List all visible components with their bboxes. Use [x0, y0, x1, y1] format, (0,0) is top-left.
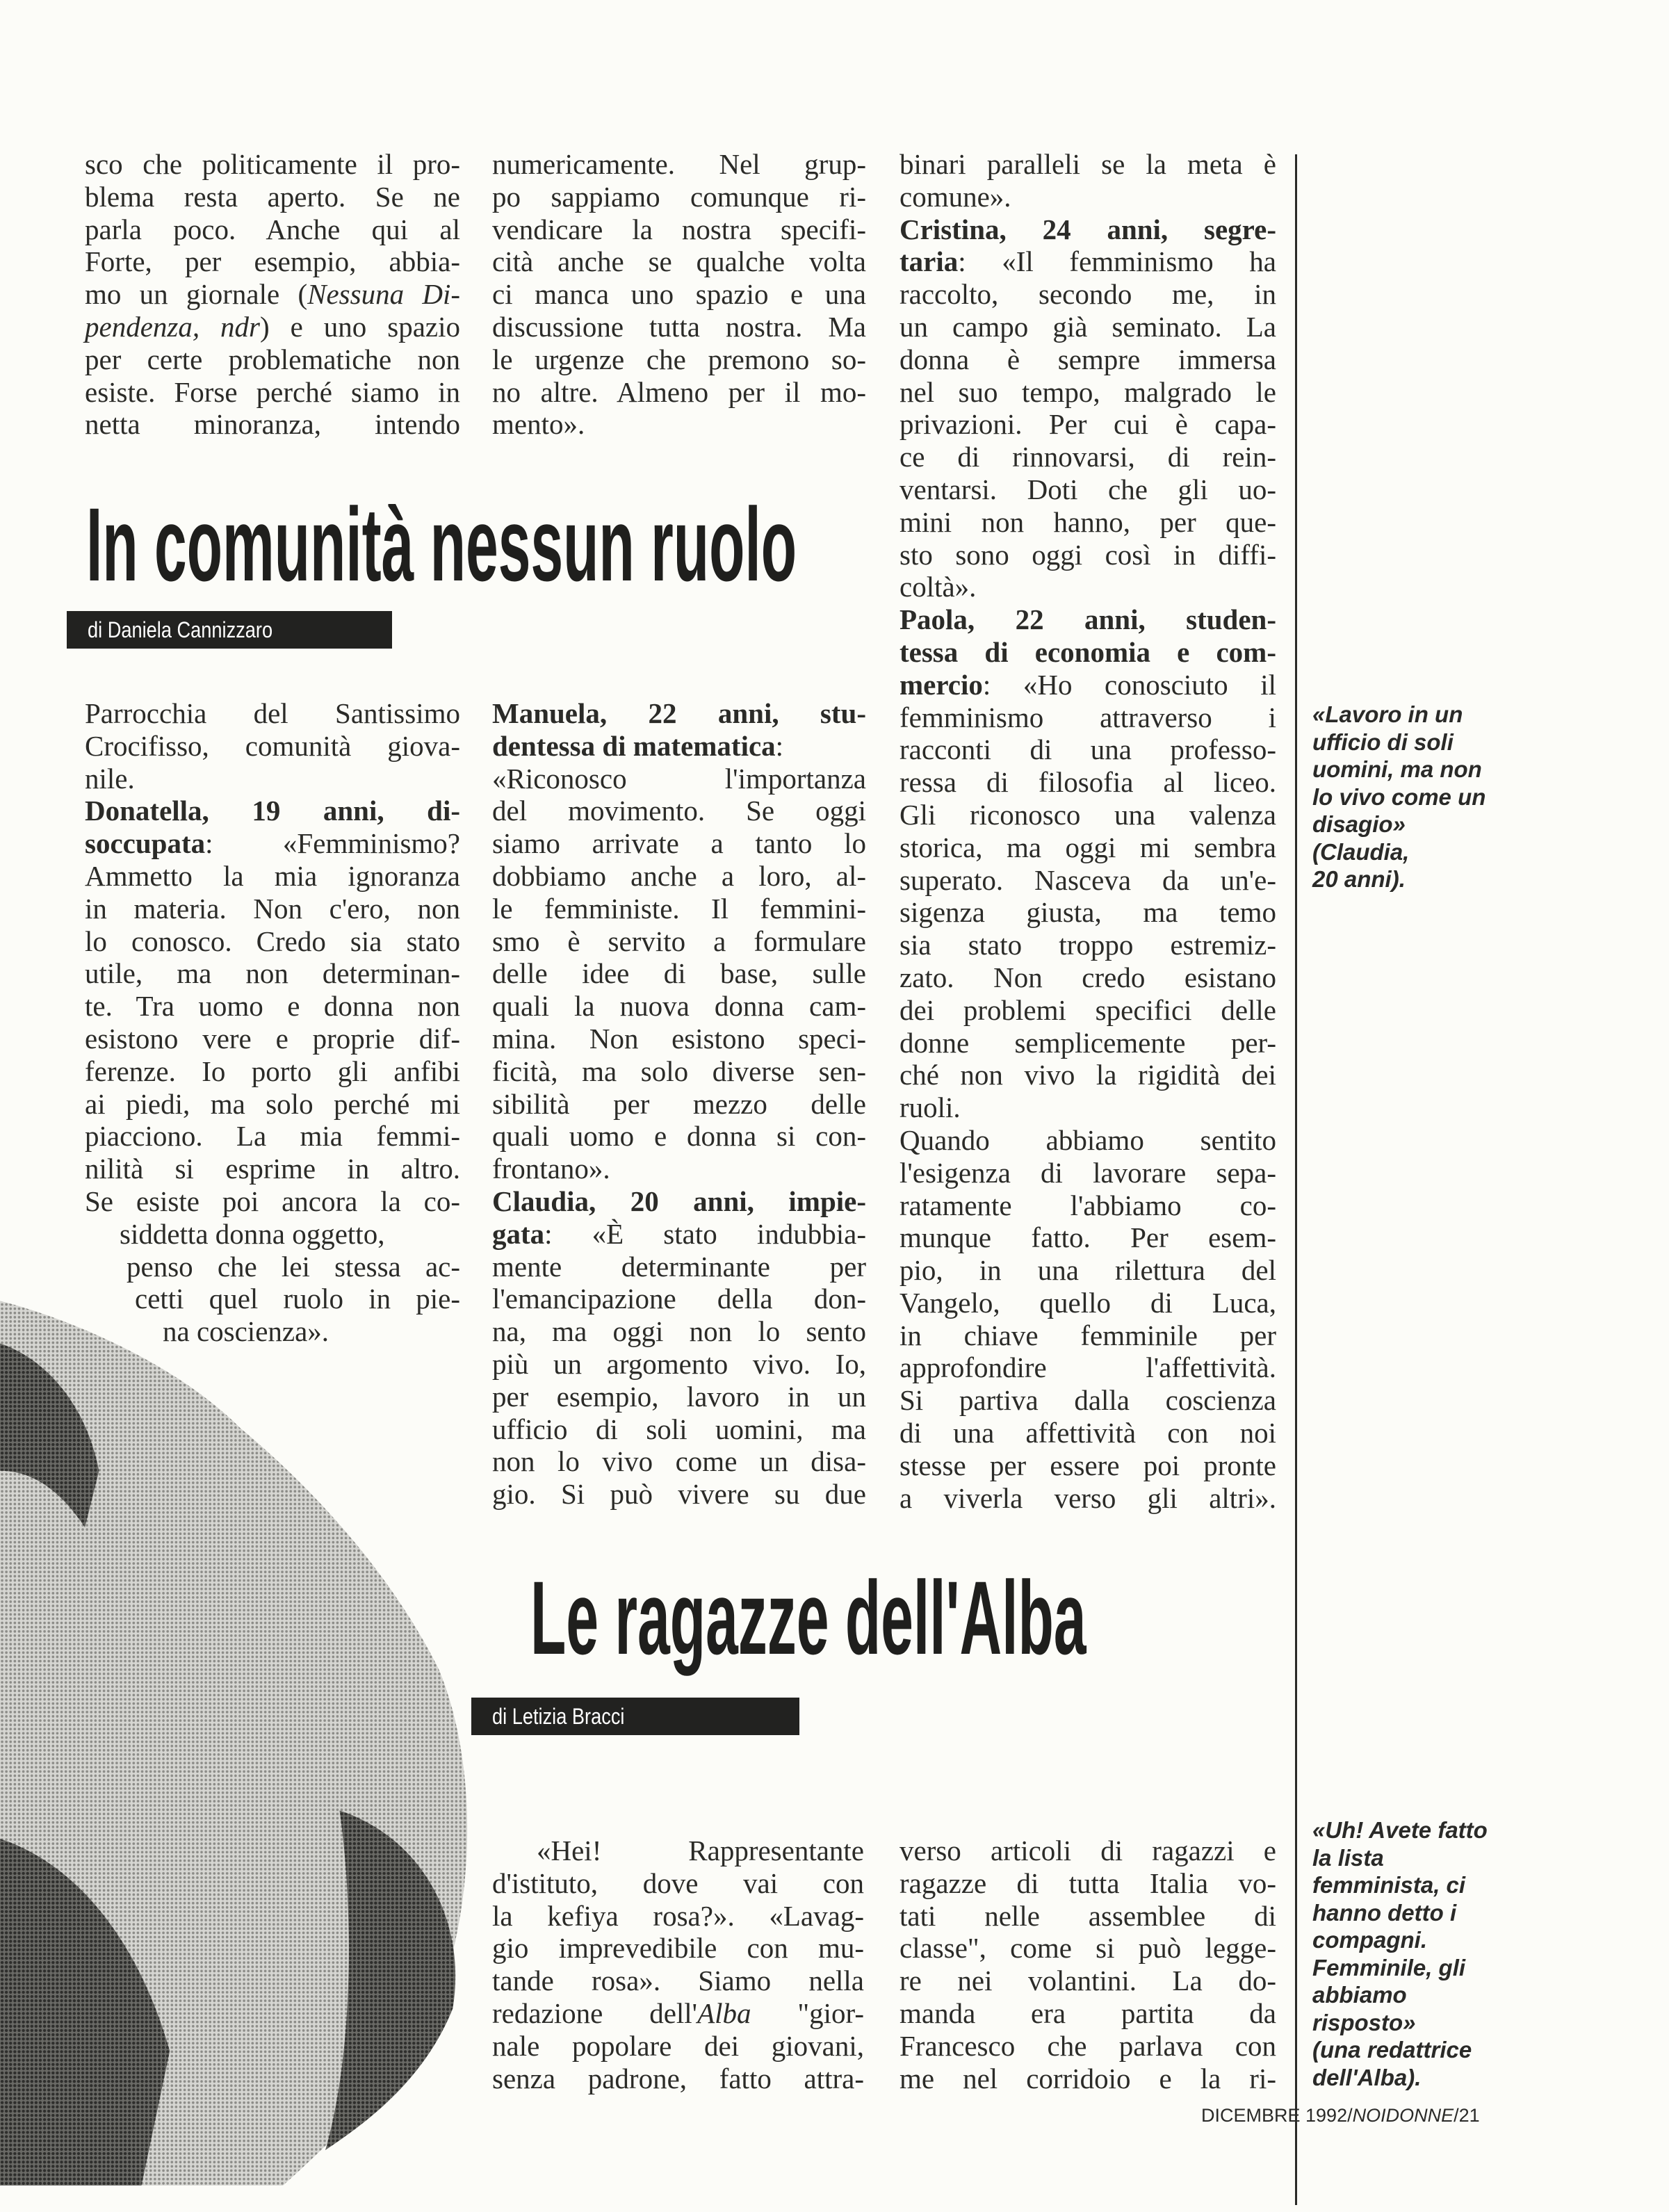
page-footer [1201, 2105, 1480, 2126]
text-line: ratamente l'abbiamo co- [899, 1189, 1276, 1221]
text-line: munque fatto. Per esem- [899, 1221, 1276, 1254]
italic-title: Alba [697, 1997, 751, 2029]
text-line: quali la nuova donna cam- [492, 990, 866, 1023]
text-line: dei problemi specifici delle [899, 993, 1276, 1026]
text-line: ferenze. Io porto gli anfibi [85, 1055, 460, 1087]
text-line: esistono vere e proprie dif- [85, 1022, 460, 1055]
article2-byline [471, 1698, 799, 1735]
text-line [85, 827, 460, 860]
text-line: le urgenze che premono so- [492, 343, 866, 375]
text-line: quali uomo e donna si con- [492, 1120, 866, 1153]
article1-mid-col1 [85, 697, 460, 1348]
text-line: l'esigenza di lavorare sepa- [899, 1156, 1276, 1189]
text-run: : «Ho conosciuto il [982, 668, 1276, 701]
footer-date: DICEMBRE 1992/ [1201, 2105, 1353, 2126]
text-line: na, ma oggi non lo sento [492, 1315, 866, 1348]
text-line: Gli riconosco una valenza [899, 798, 1276, 831]
text-line [85, 1315, 460, 1348]
text-line: po sappiamo comunque ri- [492, 180, 866, 213]
text-line: no altre. Almeno per il mo- [492, 375, 866, 408]
text-line: ventarsi. Doti che gli uo- [899, 473, 1276, 505]
text-line: in chiave femminile per [899, 1319, 1276, 1351]
speaker-name: taria [899, 245, 959, 278]
article1-col3 [899, 148, 1276, 1514]
quote-line: lo vivo come un [1312, 783, 1486, 810]
text-line: ai piedi, ma solo perché mi [85, 1087, 460, 1120]
text-run: : [775, 729, 784, 762]
text-line: Ammetto la mia ignoranza [85, 859, 460, 892]
text-line: tande rosa». Siamo nella [492, 1965, 864, 1997]
text-line: cetti quel ruolo in pie- [135, 1283, 460, 1315]
text-line: utile, ma non determinan- [85, 957, 460, 990]
speaker-name: Cristina, 24 anni, segre- [899, 213, 1276, 245]
quote-line: risposto» [1312, 2009, 1416, 2035]
text-line: un campo già seminato. La [899, 310, 1276, 343]
text-line: «Riconosco l'importanza [492, 762, 866, 795]
quote-line: Femminile, gli [1312, 1954, 1466, 1981]
text-line: ci manca uno spazio e una [492, 278, 866, 311]
text-line: nilità si esprime in altro. [85, 1153, 460, 1185]
text-line: manda era partita da [899, 1997, 1276, 2029]
text-line: classe", come si può legge- [899, 1932, 1276, 1965]
text-line: l'emancipazione della don- [492, 1283, 866, 1315]
text-line [899, 636, 1276, 669]
column-divider-rule [1295, 154, 1297, 2205]
text-line: sto sono oggi così in diffi- [899, 538, 1276, 571]
text-line: ce di rinnovarsi, di rein- [899, 441, 1276, 473]
text-run: nile. [85, 762, 135, 795]
article1-title: In comunità nessun ruolo [86, 486, 797, 603]
quote-line: ufficio di soli [1312, 729, 1454, 755]
text-line: più un argomento vivo. Io, [492, 1347, 866, 1380]
text-line: femminismo attraverso i [899, 701, 1276, 733]
speaker-name: tessa di economia e com- [899, 635, 1276, 668]
quote-line: la lista [1312, 1844, 1384, 1871]
text-line: senza padrone, fatto attra- [492, 2062, 864, 2095]
text-line: re nei volantini. La do- [899, 1965, 1276, 1997]
text-line [85, 1218, 460, 1251]
pull-quote-claudia [1312, 701, 1485, 893]
text-line [899, 669, 1276, 701]
article2-col2 [492, 1835, 864, 2095]
text-line [492, 1218, 866, 1251]
text-line: raccolto, secondo me, in [899, 278, 1276, 311]
text-line: Francesco che parlava con [899, 2029, 1276, 2062]
text-line: le femministe. Il femmini- [492, 892, 866, 925]
quote-line: (Claudia, [1312, 838, 1410, 865]
text-run: frontano». [492, 1153, 610, 1185]
quote-line: 20 anni). [1312, 866, 1406, 892]
text-line [85, 763, 460, 795]
footer-magazine: NOIDONNE [1352, 2105, 1454, 2126]
speaker-name: Paola, 22 anni, studen- [899, 603, 1276, 636]
text-line: Si partiva dalla coscienza [899, 1384, 1276, 1417]
halftone-photo [0, 1244, 481, 2193]
speaker-name: Claudia, 20 anni, impie- [492, 1185, 866, 1217]
text-line: numericamente. Nel grup- [492, 148, 866, 180]
text-line: vendicare la nostra specifi- [492, 213, 866, 245]
quote-line: «Uh! Avete fatto [1312, 1817, 1488, 1843]
article2-col3 [899, 1835, 1276, 2095]
text-line: Quando abbiamo sentito [899, 1123, 1276, 1156]
text-line: ficità, ma solo diverse sen- [492, 1055, 866, 1087]
text-line: delle idee di base, sulle [492, 957, 866, 990]
text-line: Parrocchia del Santissimo [85, 697, 460, 729]
text-line: la kefiya rosa?». «Lavag- [492, 1899, 864, 1932]
text-run: "gior- [751, 1997, 864, 2029]
text-line: nel suo tempo, malgrado le [899, 375, 1276, 408]
quote-line: dell'Alba). [1312, 2064, 1422, 2090]
text-run: : «Il femminismo ha [958, 245, 1276, 278]
text-line [899, 571, 1276, 603]
quote-line: (una redattrice [1312, 2037, 1472, 2063]
text-line: donne semplicemente per- [899, 1026, 1276, 1059]
text-line: zato. Non credo esistano [899, 961, 1276, 993]
text-line: gio. Si può vivere su due [492, 1478, 866, 1511]
quote-line: uomini, ma non [1312, 756, 1482, 782]
speaker-name: Donatella, 19 anni, di- [85, 795, 460, 827]
text-run: : «Femminismo? [205, 827, 460, 860]
text-line: Vangelo, quello di Luca, [899, 1286, 1276, 1319]
text-line: discussione tutta nostra. Ma [492, 310, 866, 343]
text-line: verso articoli di ragazzi e [899, 1835, 1276, 1867]
text-line: lo conosco. Credo sia stato [85, 925, 460, 957]
speaker-name: mercio [899, 668, 983, 701]
text-line: ragazze di tutta Italia vo- [899, 1867, 1276, 1899]
pull-quote-redattrice [1312, 1816, 1488, 2091]
text-run: mento». [492, 408, 585, 441]
text-line: di una affettività con noi [899, 1417, 1276, 1449]
text-run: siddetta donna oggetto, [120, 1217, 385, 1250]
text-line [492, 1997, 864, 2030]
footer-page-number: /21 [1454, 2105, 1480, 2126]
text-line: sibilità per mezzo delle [492, 1087, 866, 1120]
text-line: me nel corridoio e la ri- [899, 2062, 1276, 2095]
text-line: per certe problematiche non [85, 343, 460, 375]
text-run: mo un giornale ( [85, 278, 308, 311]
text-line: ché non vivo la rigidità dei [899, 1059, 1276, 1091]
text-line: ufficio di soli uomini, ma [492, 1413, 866, 1445]
text-line: privazioni. Per cui è capa- [899, 408, 1276, 441]
text-line: blema resta aperto. Se ne [85, 180, 460, 213]
quote-line: hanno detto i [1312, 1899, 1457, 1926]
text-run: na coscienza». [163, 1315, 329, 1348]
article1-top-col1 [85, 148, 460, 441]
text-line: piacciono. La mia femmi- [85, 1120, 460, 1153]
text-line [85, 311, 460, 343]
text-line: penso che lei stessa ac- [127, 1250, 460, 1283]
article1-top-col2 [492, 148, 866, 441]
text-line: approfondire l'affettività. [899, 1351, 1276, 1384]
byline-text: di Letizia Bracci [492, 1704, 625, 1729]
text-line: racconti di una professo- [899, 733, 1276, 766]
text-line: mina. Non esistono speci- [492, 1022, 866, 1055]
text-run: : «È stato indubbia- [544, 1217, 866, 1250]
text-line: a viverla verso gli altri». [899, 1481, 1276, 1514]
text-line [492, 1185, 866, 1218]
quote-line: abbiamo [1312, 1982, 1407, 2008]
text-line: «Hei! Rappresentante [537, 1835, 864, 1867]
text-line: siamo arrivate a tanto lo [492, 827, 866, 860]
text-line [492, 697, 866, 730]
text-line: Crocifisso, comunità giova- [85, 729, 460, 762]
text-line: parla poco. Anche qui al [85, 213, 460, 245]
text-run: coltà». [899, 571, 977, 603]
quote-line: «Lavoro in un [1312, 701, 1463, 727]
quote-line: disagio» [1312, 811, 1406, 837]
text-line [85, 795, 460, 827]
text-line: esiste. Forse perché siamo in [85, 375, 460, 408]
text-run: ) e uno spazio [260, 310, 461, 343]
text-line: sigenza giusta, ma temo [899, 896, 1276, 929]
text-line: storica, ma oggi mi sembra [899, 831, 1276, 863]
text-line [492, 408, 866, 441]
speaker-name: Manuela, 22 anni, stu- [492, 697, 866, 729]
text-line: d'istituto, dove vai con [492, 1867, 864, 1899]
italic-title: pendenza, ndr [85, 310, 261, 343]
text-line [899, 213, 1276, 246]
text-line: mini non hanno, per que- [899, 505, 1276, 538]
text-line: sia stato troppo estremiz- [899, 929, 1276, 961]
text-line: ressa di filosofia al liceo. [899, 766, 1276, 799]
text-line: non lo vivo come un disa- [492, 1445, 866, 1478]
text-line: donna è sempre immersa [899, 343, 1276, 375]
text-line [899, 181, 1276, 213]
text-run: comune». [899, 180, 1011, 213]
text-line: per esempio, lavoro in un [492, 1380, 866, 1413]
quote-line: compagni. [1312, 1927, 1428, 1953]
text-line: te. Tra uomo e donna non [85, 990, 460, 1023]
text-line [899, 1091, 1276, 1124]
text-line: Forte, per esempio, abbia- [85, 245, 460, 278]
text-line: binari paralleli se la meta è [899, 148, 1276, 180]
byline-text: di Daniela Cannizzaro [88, 617, 273, 642]
text-line: cità anche se qualche volta [492, 245, 866, 278]
text-line: in materia. Non c'ero, non [85, 892, 460, 925]
text-line: smo è servito a formulare [492, 925, 866, 957]
article2-title: Le ragazze dell'Alba [530, 1559, 1086, 1676]
article1-byline [67, 611, 392, 649]
text-line: del movimento. Se oggi [492, 795, 866, 827]
italic-title: Nessuna Di- [307, 278, 460, 311]
text-line [492, 1153, 866, 1185]
text-line: superato. Nasceva da un'e- [899, 863, 1276, 896]
text-line [492, 730, 866, 763]
article1-mid-col2 [492, 697, 866, 1511]
speaker-name: soccupata [85, 827, 206, 860]
text-line: dobbiamo anche a loro, al- [492, 859, 866, 892]
text-line: netta minoranza, intendo [85, 408, 460, 441]
speaker-name: dentessa di matematica [492, 729, 776, 762]
text-line: mente determinante per [492, 1250, 866, 1283]
text-line [85, 278, 460, 311]
text-line: sco che politicamente il pro- [85, 148, 460, 180]
text-run: redazione dell' [492, 1997, 698, 2029]
speaker-name: gata [492, 1217, 545, 1250]
quote-line: femminista, ci [1312, 1872, 1466, 1898]
text-line: nale popolare dei giovani, [492, 2029, 864, 2062]
text-run: ruoli. [899, 1091, 961, 1124]
text-line: gio imprevedibile con mu- [492, 1932, 864, 1965]
text-line: stesse per essere poi pronte [899, 1449, 1276, 1481]
text-line: Se esiste poi ancora la co- [85, 1185, 460, 1217]
text-line [899, 245, 1276, 278]
text-line: pio, in una rilettura del [899, 1254, 1276, 1287]
text-line [899, 603, 1276, 636]
text-line: tati nelle assemblee di [899, 1899, 1276, 1932]
